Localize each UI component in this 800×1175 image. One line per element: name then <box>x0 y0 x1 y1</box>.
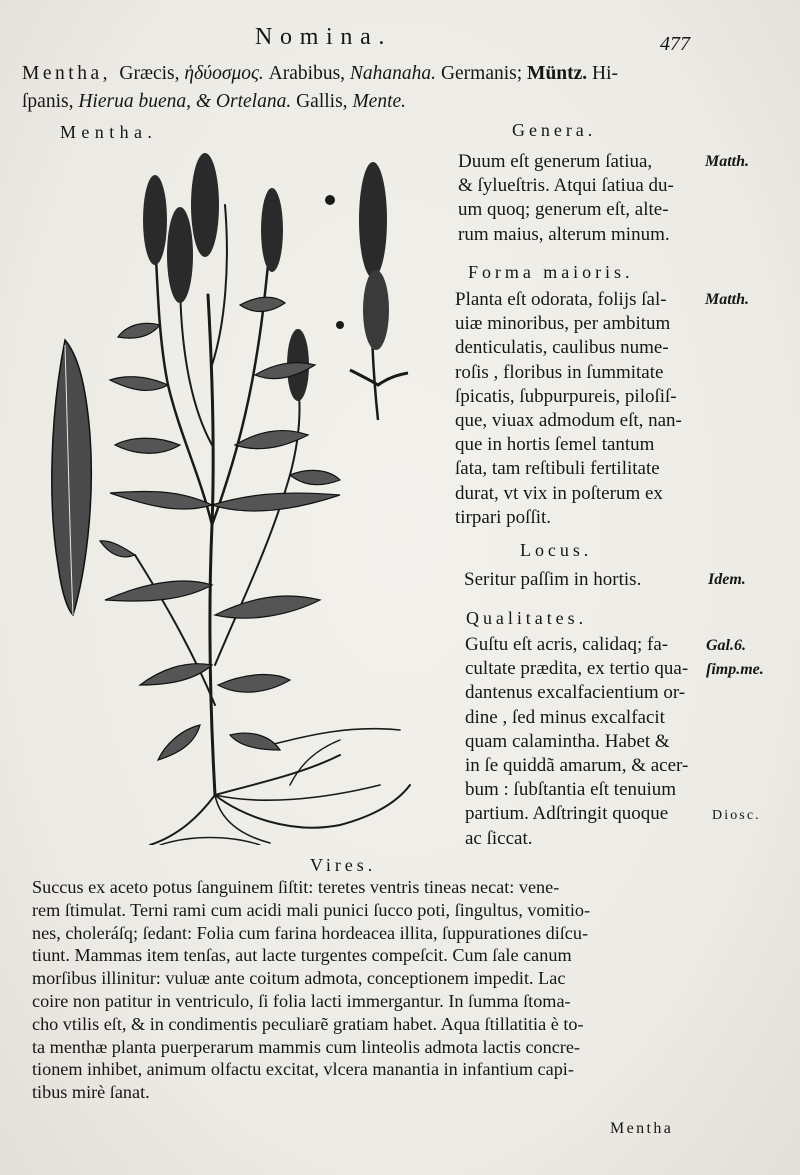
text-line: que in hortis ſemel tantum <box>455 434 655 456</box>
nomina-segment: Arabibus, <box>268 63 350 84</box>
text-line: ta menthæ planta puerperarum mammis cum linteolis admota lactis concre- <box>32 1036 580 1057</box>
nomina-segment: ſpanis, <box>22 91 79 112</box>
text-line: durat, vt vix in poſterum ex <box>455 482 663 504</box>
locus-paragraph <box>464 568 641 592</box>
catchword: Mentha <box>610 1120 674 1137</box>
text-line: denticulatis, caulibus nume- <box>455 337 669 359</box>
margin-note: ſimp.me. <box>706 661 764 678</box>
nomina-line-1 <box>22 60 712 88</box>
text-line: tibus mirè ſanat. <box>32 1082 150 1103</box>
text-line: rum maius, alterum minum. <box>458 223 670 245</box>
text-line: cultate prædita, ex tertio qua- <box>465 658 689 680</box>
text-line: que, viuax admodum eſt, nan- <box>455 410 682 432</box>
text-line: tirpari poſſit. <box>455 506 552 528</box>
nomina-segment: Hi- <box>592 63 619 84</box>
text-line: morſibus illinitur: vuluæ ante coitum admota, conceptionem impedit. Lac <box>32 968 566 989</box>
nomina-line-2 <box>22 88 712 116</box>
nomina-segment: Græcis, <box>119 63 185 84</box>
forma-heading: Forma maioris. <box>468 262 634 282</box>
nomina-paragraph <box>22 60 712 116</box>
nomina-segment: Mente. <box>352 91 407 112</box>
text-line: & ſylueſtris. Atqui ſatiua du- <box>458 175 674 197</box>
nomina-segment: Germanis; <box>440 63 528 84</box>
single-leaf <box>52 340 91 615</box>
margin-note: Matth. <box>705 153 750 170</box>
locus-heading: Locus. <box>520 540 593 560</box>
text-line: nes, choleráſq; ſedant: Folia cum farina hordeacea illita, ſuppurationes diſcu- <box>32 922 589 943</box>
text-line: dine , ſed minus excalfacit <box>465 706 665 728</box>
margin-note: Gal.6. <box>706 637 746 654</box>
leaves <box>100 297 340 760</box>
nomina-segment: Mentha, <box>22 63 120 84</box>
forma-paragraph <box>455 288 682 530</box>
text-line: ſpicatis, ſubpurpureis, piloſiſ- <box>455 385 677 407</box>
text-line: cho vtilis eſt, & in condimentis peculiarẽ gratiam habet. Aqua ſtillatitia è to- <box>32 1013 584 1034</box>
text-line: Duum eſt generum ſatiua, <box>458 151 653 172</box>
detached-flower-spike <box>325 162 408 420</box>
nomina-segment: Nahanaha. <box>349 63 441 84</box>
text-line: uiæ minoribus, per ambitum <box>455 313 671 335</box>
text-line: quam calamintha. Habet & <box>465 730 670 752</box>
nomina-segment: & Ortelana. <box>195 91 297 112</box>
qualitates-paragraph <box>465 633 688 851</box>
nomina-segment: Gallis, <box>296 91 353 112</box>
text-line: tionem inhibet, animum olfactu excitat, vlcera manantia in infantium capi- <box>32 1059 574 1080</box>
margin-note: Idem. <box>708 571 746 588</box>
genera-heading: Genera. <box>512 120 597 140</box>
mint-plant-woodcut <box>40 145 440 845</box>
text-line: coire non patitur in ventriculo, ſi folia lacti immergantur. In ſumma ſtoma- <box>32 990 571 1011</box>
text-line: bum : ſubſtantia eſt tenuium <box>465 779 677 801</box>
nomina-segment: ἡδύοσμος. <box>184 63 269 84</box>
nomina-segment: Hierua buena, <box>78 91 196 112</box>
text-line: Seritur paſſim in hortis. <box>464 569 642 590</box>
genera-paragraph <box>458 150 674 247</box>
text-line: um quoq; generum eſt, alte- <box>458 199 669 221</box>
margin-note: Diosc. <box>712 808 761 823</box>
text-line: Succus ex aceto potus ſanguinem ſiſtit: teretes ventris tineas necat: vene- <box>32 877 560 897</box>
vires-paragraph <box>32 876 590 1104</box>
text-line: ac ſiccat. <box>465 827 533 849</box>
running-head: Nomina. <box>255 24 393 50</box>
text-line: ſata, tam reſtibuli fertilitate <box>455 458 660 480</box>
text-line: rem ſtimulat. Terni rami cum acidi mali punici ſucco poti, ſingultus, vomitio- <box>32 899 591 920</box>
text-line: in ſe quiddã amarum, & acer- <box>465 755 689 777</box>
vires-heading: Vires. <box>310 855 377 875</box>
text-line: Guſtu eſt acris, calidaq; fa- <box>465 634 669 655</box>
text-line: dantenus excalfacientium or- <box>465 682 686 704</box>
qualitates-heading: Qualitates. <box>466 608 588 628</box>
page-number: 477 <box>660 33 690 55</box>
text-line: roſis , floribus in ſummitate <box>455 361 664 383</box>
nomina-segment: Müntz. <box>527 63 593 84</box>
text-line: partium. Adſtringit quoque <box>465 803 669 825</box>
margin-note: Matth. <box>705 291 750 308</box>
text-line: tiunt. Mammas item tenſas, aut lacte turgentes compeſcit. Cum ſale canum <box>32 945 572 966</box>
plant-caption: Mentha. <box>60 122 158 142</box>
text-line: Planta eſt odorata, folijs ſal- <box>455 289 667 310</box>
